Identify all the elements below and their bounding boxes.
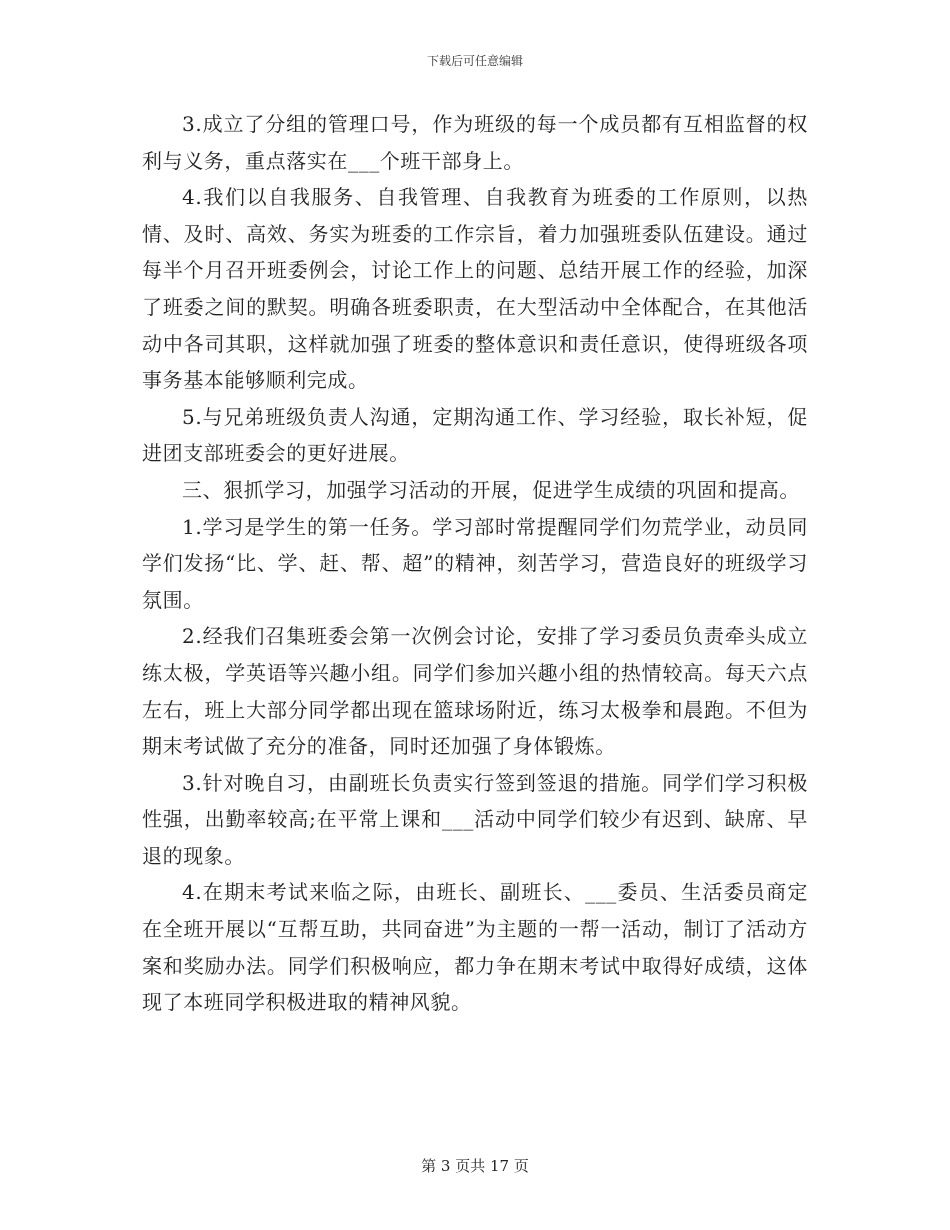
paragraph-study-3: 3.针对晚自习，由副班长负责实行签到签退的措施。同学们学习积极性强，出勤率较高;在平常上课和___活动中同学们较少有迟到、缺席、早退的现象。	[142, 770, 808, 868]
document-body	[142, 106, 808, 1021]
paragraph-item-5: 5.与兄弟班级负责人沟通，定期沟通工作、学习经验，取长补短，促进团支部班委会的更好进展。	[142, 404, 808, 466]
paragraph-item-4: 4.我们以自我服务、自我管理、自我教育为班委的工作原则，以热情、及时、高效、务实为班委的工作宗旨，着力加强班委队伍建设。通过每半个月召开班委例会，讨论工作上的问题、总结开展工作的经验，加深了班委之间的默契。明确各班委职责，在大型活动中全体配合，在其他活动中各司其职，这样就加强了班委的整体意识和责任意识，使得班级各项事务基本能够顺利完成。	[142, 185, 808, 393]
page-number-footer: 第 3 页共 17 页	[421, 1157, 529, 1175]
section-heading-3: 三、狠抓学习，加强学习活动的开展，促进学生成绩的巩固和提高。	[182, 477, 800, 502]
paragraph-study-2: 2.经我们召集班委会第一次例会讨论，安排了学习委员负责牵头成立练太极，学英语等兴趣小组。同学们参加兴趣小组的热情较高。每天六点左右，班上大部分同学都出现在篮球场附近，练习太极拳和晨跑。不但为期末考试做了充分的准备，同时还加强了身体锻炼。	[142, 624, 808, 759]
page-header: 下载后可任意编辑	[426, 54, 523, 68]
paragraph-study-4: 4.在期末考试来临之际，由班长、副班长、___委员、生活委员商定在全班开展以“互帮互助，共同奋进”为主题的一帮一活动，制订了活动方案和奖励办法。同学们积极响应，都力争在期末考试中取得好成绩，这体现了本班同学积极进取的精神风貌。	[142, 880, 808, 1015]
paragraph-item-3: 3.成立了分组的管理口号，作为班级的每一个成员都有互相监督的权利与义务，重点落实在___个班干部身上。	[142, 112, 808, 173]
paragraph-study-1: 1.学习是学生的第一任务。学习部时常提醒同学们勿荒学业，动员同学们发扬“比、学、赶、帮、超”的精神，刻苦学习，营造良好的班级学习氛围。	[142, 514, 808, 612]
